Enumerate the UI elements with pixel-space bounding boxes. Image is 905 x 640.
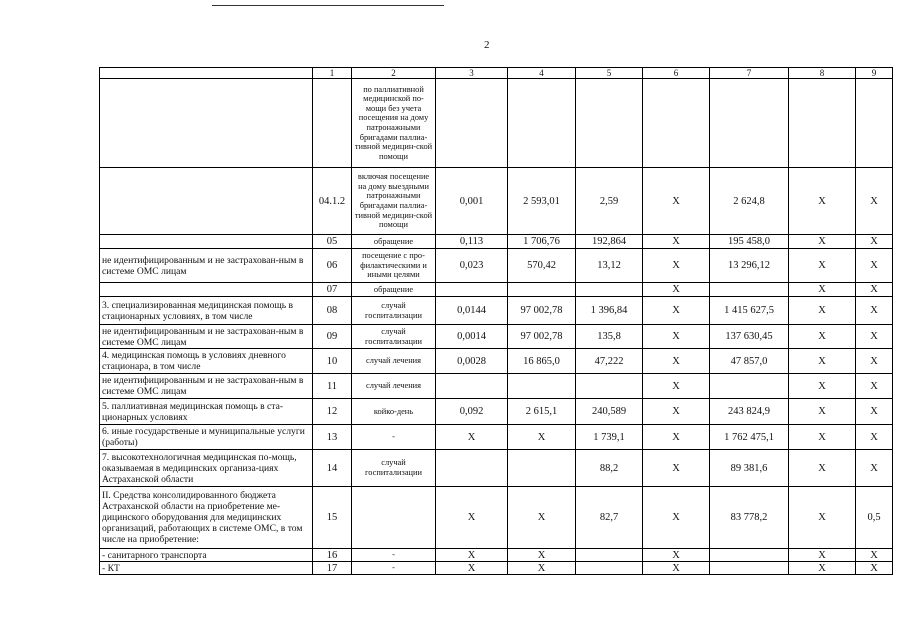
row-label: не идентифицированным и не застрахован-ным в системе ОМС лицам	[100, 374, 313, 399]
value-cell: 0,5	[856, 487, 893, 549]
header-cell-blank	[100, 68, 313, 79]
value-cell	[710, 562, 789, 575]
value-cell: X	[789, 349, 856, 374]
value-cell: 2 624,8	[710, 168, 789, 235]
value-cell: X	[856, 297, 893, 325]
value-cell: 2 615,1	[508, 399, 576, 425]
row-code	[313, 79, 352, 168]
value-cell	[508, 374, 576, 399]
table-row	[100, 399, 893, 425]
value-cell: X	[789, 168, 856, 235]
value-cell	[436, 374, 508, 399]
value-cell: 88,2	[576, 450, 643, 487]
unit-cell: по паллиативной медицинской по-мощи без учета посещения на дому патронажными бригадами паллиа-тивной медицин-ской помощи	[352, 79, 436, 168]
row-label: 3. специализированная медицинская помощь в стационарных условиях, в том числе	[100, 297, 313, 325]
page-number: 2	[484, 39, 490, 51]
value-cell	[710, 79, 789, 168]
row-label: 6. иные государственые и муниципальные услуги (работы)	[100, 425, 313, 450]
value-cell: 82,7	[576, 487, 643, 549]
value-cell: X	[643, 562, 710, 575]
value-cell: 0,092	[436, 399, 508, 425]
unit-cell: обращение	[352, 235, 436, 249]
table-row	[100, 450, 893, 487]
value-cell: 89 381,6	[710, 450, 789, 487]
value-cell: X	[789, 399, 856, 425]
value-cell: X	[643, 425, 710, 450]
value-cell	[508, 450, 576, 487]
value-cell: X	[856, 235, 893, 249]
value-cell: X	[643, 325, 710, 349]
unit-cell: посещение с про-филактическими и иными целями	[352, 249, 436, 283]
value-cell: 2 593,01	[508, 168, 576, 235]
value-cell: 97 002,78	[508, 297, 576, 325]
value-cell: X	[856, 349, 893, 374]
value-cell: X	[436, 562, 508, 575]
value-cell: 1 415 627,5	[710, 297, 789, 325]
row-label: 4. медицинская помощь в условиях дневного стационара, в том числе	[100, 349, 313, 374]
value-cell	[576, 374, 643, 399]
table-row	[100, 297, 893, 325]
table-row	[100, 168, 893, 235]
value-cell: X	[789, 549, 856, 562]
value-cell: X	[789, 325, 856, 349]
row-code: 16	[313, 549, 352, 562]
row-label: 7. высокотехнологичная медицинская по-мощь, оказываемая в медицинских организа-циях Астраханской области	[100, 450, 313, 487]
value-cell: 0,0028	[436, 349, 508, 374]
value-cell	[508, 79, 576, 168]
value-cell: X	[856, 399, 893, 425]
table-row	[100, 79, 893, 168]
value-cell: 0,001	[436, 168, 508, 235]
row-code: 15	[313, 487, 352, 549]
value-cell	[789, 79, 856, 168]
value-cell: X	[508, 549, 576, 562]
header-cell: 8	[789, 68, 856, 79]
value-cell	[576, 79, 643, 168]
value-cell: 0,0144	[436, 297, 508, 325]
value-cell	[576, 283, 643, 297]
value-cell: X	[856, 374, 893, 399]
value-cell: 0,113	[436, 235, 508, 249]
row-label	[100, 79, 313, 168]
value-cell: 13 296,12	[710, 249, 789, 283]
row-code: 06	[313, 249, 352, 283]
table-row	[100, 235, 893, 249]
unit-cell: койко-день	[352, 399, 436, 425]
value-cell	[508, 283, 576, 297]
value-cell	[436, 283, 508, 297]
value-cell: 1 762 475,1	[710, 425, 789, 450]
value-cell: X	[643, 450, 710, 487]
value-cell: 137 630,45	[710, 325, 789, 349]
row-code: 14	[313, 450, 352, 487]
value-cell: X	[789, 249, 856, 283]
row-code: 05	[313, 235, 352, 249]
value-cell: X	[856, 549, 893, 562]
value-cell: 1 739,1	[576, 425, 643, 450]
value-cell: 135,8	[576, 325, 643, 349]
value-cell	[856, 79, 893, 168]
table-row	[100, 487, 893, 549]
row-code: 09	[313, 325, 352, 349]
value-cell: X	[789, 487, 856, 549]
value-cell: X	[789, 235, 856, 249]
row-code: 13	[313, 425, 352, 450]
row-label	[100, 168, 313, 235]
value-cell	[576, 562, 643, 575]
value-cell: 570,42	[508, 249, 576, 283]
value-cell	[710, 549, 789, 562]
value-cell: X	[643, 283, 710, 297]
value-cell: 1 396,84	[576, 297, 643, 325]
value-cell: 0,023	[436, 249, 508, 283]
table-row	[100, 349, 893, 374]
value-cell: 2,59	[576, 168, 643, 235]
value-cell: 0,0014	[436, 325, 508, 349]
value-cell: X	[643, 549, 710, 562]
header-cell: 1	[313, 68, 352, 79]
value-cell: X	[789, 425, 856, 450]
unit-cell: случай лечения	[352, 349, 436, 374]
row-label	[100, 283, 313, 297]
value-cell: 243 824,9	[710, 399, 789, 425]
table-row	[100, 283, 893, 297]
value-cell: 1 706,76	[508, 235, 576, 249]
table-row	[100, 249, 893, 283]
value-cell: X	[789, 297, 856, 325]
value-cell: X	[643, 487, 710, 549]
table-row	[100, 425, 893, 450]
header-row	[100, 68, 893, 79]
table-row	[100, 374, 893, 399]
value-cell: X	[856, 283, 893, 297]
unit-cell: -	[352, 562, 436, 575]
unit-cell: включая посещение на дому выездными патронажными бригадами паллиа-тивной медицин-ской помощи	[352, 168, 436, 235]
row-label: не идентифицированным и не застрахован-ным в системе ОМС лицам	[100, 325, 313, 349]
value-cell: X	[789, 283, 856, 297]
value-cell: X	[789, 562, 856, 575]
header-cell: 6	[643, 68, 710, 79]
value-cell	[436, 79, 508, 168]
table-row	[100, 325, 893, 349]
header-cell: 4	[508, 68, 576, 79]
value-cell: X	[643, 168, 710, 235]
row-label: 5. паллиативная медицинская помощь в ста-ционарных условиях	[100, 399, 313, 425]
value-cell: X	[436, 487, 508, 549]
unit-cell: -	[352, 425, 436, 450]
value-cell: X	[643, 235, 710, 249]
value-cell	[576, 549, 643, 562]
row-label: - КТ	[100, 562, 313, 575]
row-code: 11	[313, 374, 352, 399]
value-cell: X	[789, 374, 856, 399]
row-code: 04.1.2	[313, 168, 352, 235]
value-cell: X	[856, 450, 893, 487]
value-cell: X	[856, 168, 893, 235]
value-cell: 83 778,2	[710, 487, 789, 549]
unit-cell	[352, 487, 436, 549]
row-label: не идентифицированным и не застрахован-ным в системе ОМС лицам	[100, 249, 313, 283]
value-cell: X	[643, 249, 710, 283]
row-label: II. Средства консолидированного бюджета Астраханской области на приобретение ме-дицинского оборудования для медицинских организаций, работающих в системе ОМС, в том числе на приобретение:	[100, 487, 313, 549]
value-cell: 47 857,0	[710, 349, 789, 374]
table-row	[100, 549, 893, 562]
value-cell: X	[436, 549, 508, 562]
row-code: 12	[313, 399, 352, 425]
row-code: 10	[313, 349, 352, 374]
value-cell: X	[643, 297, 710, 325]
value-cell: X	[643, 349, 710, 374]
row-label	[100, 235, 313, 249]
value-cell: X	[856, 249, 893, 283]
row-code: 08	[313, 297, 352, 325]
value-cell	[436, 450, 508, 487]
value-cell	[710, 374, 789, 399]
unit-cell: случай госпитализации	[352, 450, 436, 487]
header-cell: 3	[436, 68, 508, 79]
value-cell: 47,222	[576, 349, 643, 374]
value-cell: X	[789, 450, 856, 487]
data-table	[99, 67, 893, 575]
value-cell: 13,12	[576, 249, 643, 283]
value-cell: 240,589	[576, 399, 643, 425]
value-cell: 192,864	[576, 235, 643, 249]
value-cell: X	[508, 562, 576, 575]
unit-cell: случай госпитализации	[352, 297, 436, 325]
row-code: 07	[313, 283, 352, 297]
header-cell: 9	[856, 68, 893, 79]
value-cell: X	[643, 374, 710, 399]
value-cell: X	[856, 325, 893, 349]
value-cell: X	[856, 562, 893, 575]
table-row	[100, 562, 893, 575]
value-cell: X	[508, 487, 576, 549]
value-cell: 195 458,0	[710, 235, 789, 249]
unit-cell: обращение	[352, 283, 436, 297]
value-cell: 16 865,0	[508, 349, 576, 374]
header-cell: 5	[576, 68, 643, 79]
top-rule	[212, 5, 444, 6]
value-cell: 97 002,78	[508, 325, 576, 349]
value-cell: X	[856, 425, 893, 450]
row-label: - санитарного транспорта	[100, 549, 313, 562]
unit-cell: -	[352, 549, 436, 562]
unit-cell: случай госпитализации	[352, 325, 436, 349]
unit-cell: случай лечения	[352, 374, 436, 399]
value-cell: X	[436, 425, 508, 450]
value-cell: X	[508, 425, 576, 450]
header-cell: 2	[352, 68, 436, 79]
header-cell: 7	[710, 68, 789, 79]
row-code: 17	[313, 562, 352, 575]
value-cell	[643, 79, 710, 168]
value-cell: X	[643, 399, 710, 425]
value-cell	[710, 283, 789, 297]
